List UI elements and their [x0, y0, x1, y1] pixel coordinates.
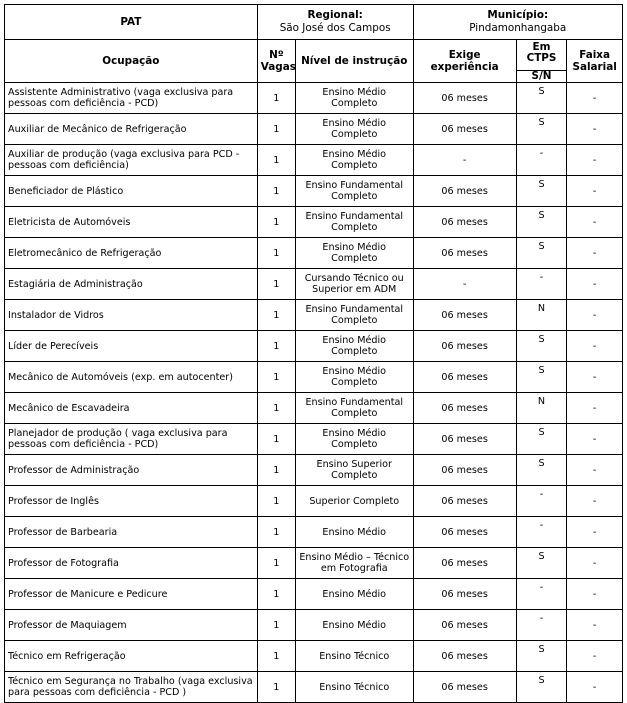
cell-nivel: Ensino Técnico: [295, 672, 413, 703]
cell-ocupacao: Auxiliar de Mecânico de Refrigeração: [5, 114, 258, 145]
cell-ocupacao: Mecânico de Automóveis (exp. em autocenter): [5, 362, 258, 393]
cell-faixa: -: [567, 238, 623, 269]
cell-nivel: Ensino Médio Completo: [295, 114, 413, 145]
cell-nivel: Ensino Médio Completo: [295, 362, 413, 393]
cell-ctps: S: [516, 362, 567, 393]
cell-nivel: Ensino Médio – Técnico em Fotografia: [295, 548, 413, 579]
cell-vagas: 1: [257, 610, 295, 641]
col-header-faixa: [567, 40, 623, 83]
cell-vagas: 1: [257, 207, 295, 238]
table-row: [5, 548, 623, 579]
cell-ocupacao: Professor de Maquiagem: [5, 610, 258, 641]
cell-ctps: -: [516, 610, 567, 641]
cell-faixa: -: [567, 455, 623, 486]
table-row: [5, 579, 623, 610]
col-header-vagas-line2: Vagas: [260, 61, 296, 73]
cell-experiencia: 06 meses: [413, 207, 516, 238]
col-header-faixa-line1: Faixa: [579, 49, 611, 61]
cell-faixa: -: [567, 207, 623, 238]
cell-nivel: Ensino Médio: [295, 517, 413, 548]
cell-experiencia: 06 meses: [413, 579, 516, 610]
table-row: [5, 300, 623, 331]
cell-experiencia: 06 meses: [413, 393, 516, 424]
cell-faixa: -: [567, 362, 623, 393]
cell-faixa: -: [567, 610, 623, 641]
cell-ocupacao: Técnico em Segurança no Trabalho (vaga exclusiva para pessoas com deficiência - PCD ): [5, 672, 258, 703]
table-row: [5, 331, 623, 362]
cell-nivel: Ensino Fundamental Completo: [295, 207, 413, 238]
cell-experiencia: 06 meses: [413, 672, 516, 703]
cell-experiencia: 06 meses: [413, 641, 516, 672]
cell-ocupacao: Eletromecânico de Refrigeração: [5, 238, 258, 269]
cell-ctps: -: [516, 269, 567, 300]
cell-nivel: Ensino Técnico: [295, 641, 413, 672]
cell-faixa: -: [567, 393, 623, 424]
cell-ctps: S: [516, 641, 567, 672]
table-row: [5, 517, 623, 548]
cell-ctps: -: [516, 145, 567, 176]
header-row-columns: [5, 40, 623, 83]
cell-experiencia: 06 meses: [413, 362, 516, 393]
cell-nivel: Ensino Médio Completo: [295, 238, 413, 269]
cell-vagas: 1: [257, 83, 295, 114]
cell-ocupacao: Assistente Administrativo (vaga exclusiva para pessoas com deficiência - PCD): [5, 83, 258, 114]
col-header-ctps-bottom: S/N: [517, 70, 567, 82]
cell-vagas: 1: [257, 486, 295, 517]
cell-ocupacao: Líder de Perecíveis: [5, 331, 258, 362]
cell-experiencia: -: [413, 145, 516, 176]
cell-experiencia: 06 meses: [413, 300, 516, 331]
cell-ocupacao: Professor de Manicure e Pedicure: [5, 579, 258, 610]
cell-faixa: -: [567, 517, 623, 548]
municipio-label: Município:: [487, 9, 549, 21]
table-row: [5, 269, 623, 300]
cell-vagas: 1: [257, 176, 295, 207]
cell-nivel: Ensino Fundamental Completo: [295, 393, 413, 424]
cell-ctps: S: [516, 207, 567, 238]
cell-vagas: 1: [257, 548, 295, 579]
cell-faixa: -: [567, 641, 623, 672]
cell-ocupacao: Professor de Administração: [5, 455, 258, 486]
col-header-nivel: Nível de instrução: [295, 40, 413, 83]
cell-experiencia: 06 meses: [413, 486, 516, 517]
cell-ctps: S: [516, 548, 567, 579]
cell-ctps: -: [516, 486, 567, 517]
cell-nivel: Superior Completo: [295, 486, 413, 517]
municipio-cell: [413, 5, 622, 40]
cell-experiencia: 06 meses: [413, 176, 516, 207]
table-row: [5, 672, 623, 703]
table-row: [5, 145, 623, 176]
cell-vagas: 1: [257, 331, 295, 362]
table-row: [5, 486, 623, 517]
cell-faixa: -: [567, 114, 623, 145]
cell-nivel: Ensino Médio: [295, 579, 413, 610]
cell-ctps: S: [516, 672, 567, 703]
table-row: [5, 610, 623, 641]
cell-ocupacao: Auxiliar de produção (vaga exclusiva para PCD - pessoas com deficiência): [5, 145, 258, 176]
cell-ctps: -: [516, 579, 567, 610]
regional-label: Regional:: [307, 9, 363, 21]
cell-faixa: -: [567, 300, 623, 331]
cell-vagas: 1: [257, 300, 295, 331]
cell-vagas: 1: [257, 269, 295, 300]
cell-experiencia: 06 meses: [413, 610, 516, 641]
cell-faixa: -: [567, 176, 623, 207]
cell-ocupacao: Professor de Inglês: [5, 486, 258, 517]
regional-cell: [257, 5, 413, 40]
cell-vagas: 1: [257, 517, 295, 548]
cell-vagas: 1: [257, 114, 295, 145]
table-row: [5, 362, 623, 393]
cell-experiencia: 06 meses: [413, 331, 516, 362]
regional-value: São José dos Campos: [279, 22, 391, 34]
cell-nivel: Ensino Médio Completo: [295, 424, 413, 455]
cell-ctps: S: [516, 176, 567, 207]
cell-nivel: Ensino Médio: [295, 610, 413, 641]
col-header-faixa-line2: Salarial: [572, 61, 617, 73]
cell-vagas: 1: [257, 672, 295, 703]
cell-ocupacao: Instalador de Vidros: [5, 300, 258, 331]
cell-vagas: 1: [257, 362, 295, 393]
cell-vagas: 1: [257, 238, 295, 269]
cell-vagas: 1: [257, 641, 295, 672]
cell-ctps: N: [516, 393, 567, 424]
cell-ocupacao: Técnico em Refrigeração: [5, 641, 258, 672]
table-body: [5, 83, 623, 703]
pat-label: PAT: [5, 5, 258, 40]
cell-faixa: -: [567, 548, 623, 579]
cell-experiencia: 06 meses: [413, 548, 516, 579]
header-row-location: [5, 5, 623, 40]
cell-faixa: -: [567, 579, 623, 610]
cell-nivel: Ensino Superior Completo: [295, 455, 413, 486]
cell-ocupacao: Eletricista de Automóveis: [5, 207, 258, 238]
table-row: [5, 393, 623, 424]
table-row: [5, 455, 623, 486]
cell-ocupacao: Professor de Barbearia: [5, 517, 258, 548]
cell-nivel: Ensino Fundamental Completo: [295, 300, 413, 331]
cell-ocupacao: Estagiária de Administração: [5, 269, 258, 300]
cell-nivel: Ensino Médio Completo: [295, 83, 413, 114]
col-header-ocupacao: Ocupação: [5, 40, 258, 83]
cell-nivel: Cursando Técnico ou Superior em ADM: [295, 269, 413, 300]
cell-ocupacao: Planejador de produção ( vaga exclusiva para pessoas com deficiência - PCD): [5, 424, 258, 455]
cell-vagas: 1: [257, 455, 295, 486]
cell-nivel: Ensino Fundamental Completo: [295, 176, 413, 207]
table-row: [5, 207, 623, 238]
table-row: [5, 176, 623, 207]
cell-experiencia: 06 meses: [413, 238, 516, 269]
job-vacancies-table: [4, 4, 623, 703]
table-row: [5, 641, 623, 672]
cell-ctps: S: [516, 424, 567, 455]
cell-ctps: S: [516, 114, 567, 145]
table-row: [5, 238, 623, 269]
col-header-vagas-line1: Nº: [269, 49, 284, 61]
cell-experiencia: 06 meses: [413, 114, 516, 145]
col-header-ctps-top: Em CTPS: [526, 41, 557, 64]
cell-experiencia: 06 meses: [413, 424, 516, 455]
col-header-vagas: [257, 40, 295, 83]
cell-vagas: 1: [257, 579, 295, 610]
table-row: [5, 83, 623, 114]
col-header-ctps: [516, 40, 567, 83]
cell-faixa: -: [567, 83, 623, 114]
cell-nivel: Ensino Médio Completo: [295, 145, 413, 176]
cell-experiencia: 06 meses: [413, 455, 516, 486]
cell-ctps: N: [516, 300, 567, 331]
cell-ctps: S: [516, 238, 567, 269]
table-row: [5, 424, 623, 455]
cell-ocupacao: Mecânico de Escavadeira: [5, 393, 258, 424]
table-row: [5, 114, 623, 145]
cell-experiencia: -: [413, 269, 516, 300]
cell-ocupacao: Professor de Fotografia: [5, 548, 258, 579]
cell-ocupacao: Beneficiador de Plástico: [5, 176, 258, 207]
cell-vagas: 1: [257, 145, 295, 176]
col-header-experiencia: Exige experiência: [413, 40, 516, 83]
cell-faixa: -: [567, 269, 623, 300]
cell-faixa: -: [567, 331, 623, 362]
cell-vagas: 1: [257, 393, 295, 424]
cell-vagas: 1: [257, 424, 295, 455]
cell-experiencia: 06 meses: [413, 83, 516, 114]
job-table-container: [4, 4, 623, 703]
cell-faixa: -: [567, 145, 623, 176]
cell-faixa: -: [567, 424, 623, 455]
cell-experiencia: 06 meses: [413, 517, 516, 548]
cell-ctps: -: [516, 517, 567, 548]
cell-faixa: -: [567, 486, 623, 517]
cell-ctps: S: [516, 455, 567, 486]
cell-nivel: Ensino Médio Completo: [295, 331, 413, 362]
cell-ctps: S: [516, 83, 567, 114]
cell-ctps: S: [516, 331, 567, 362]
cell-faixa: -: [567, 672, 623, 703]
municipio-value: Pindamonhangaba: [469, 22, 567, 34]
